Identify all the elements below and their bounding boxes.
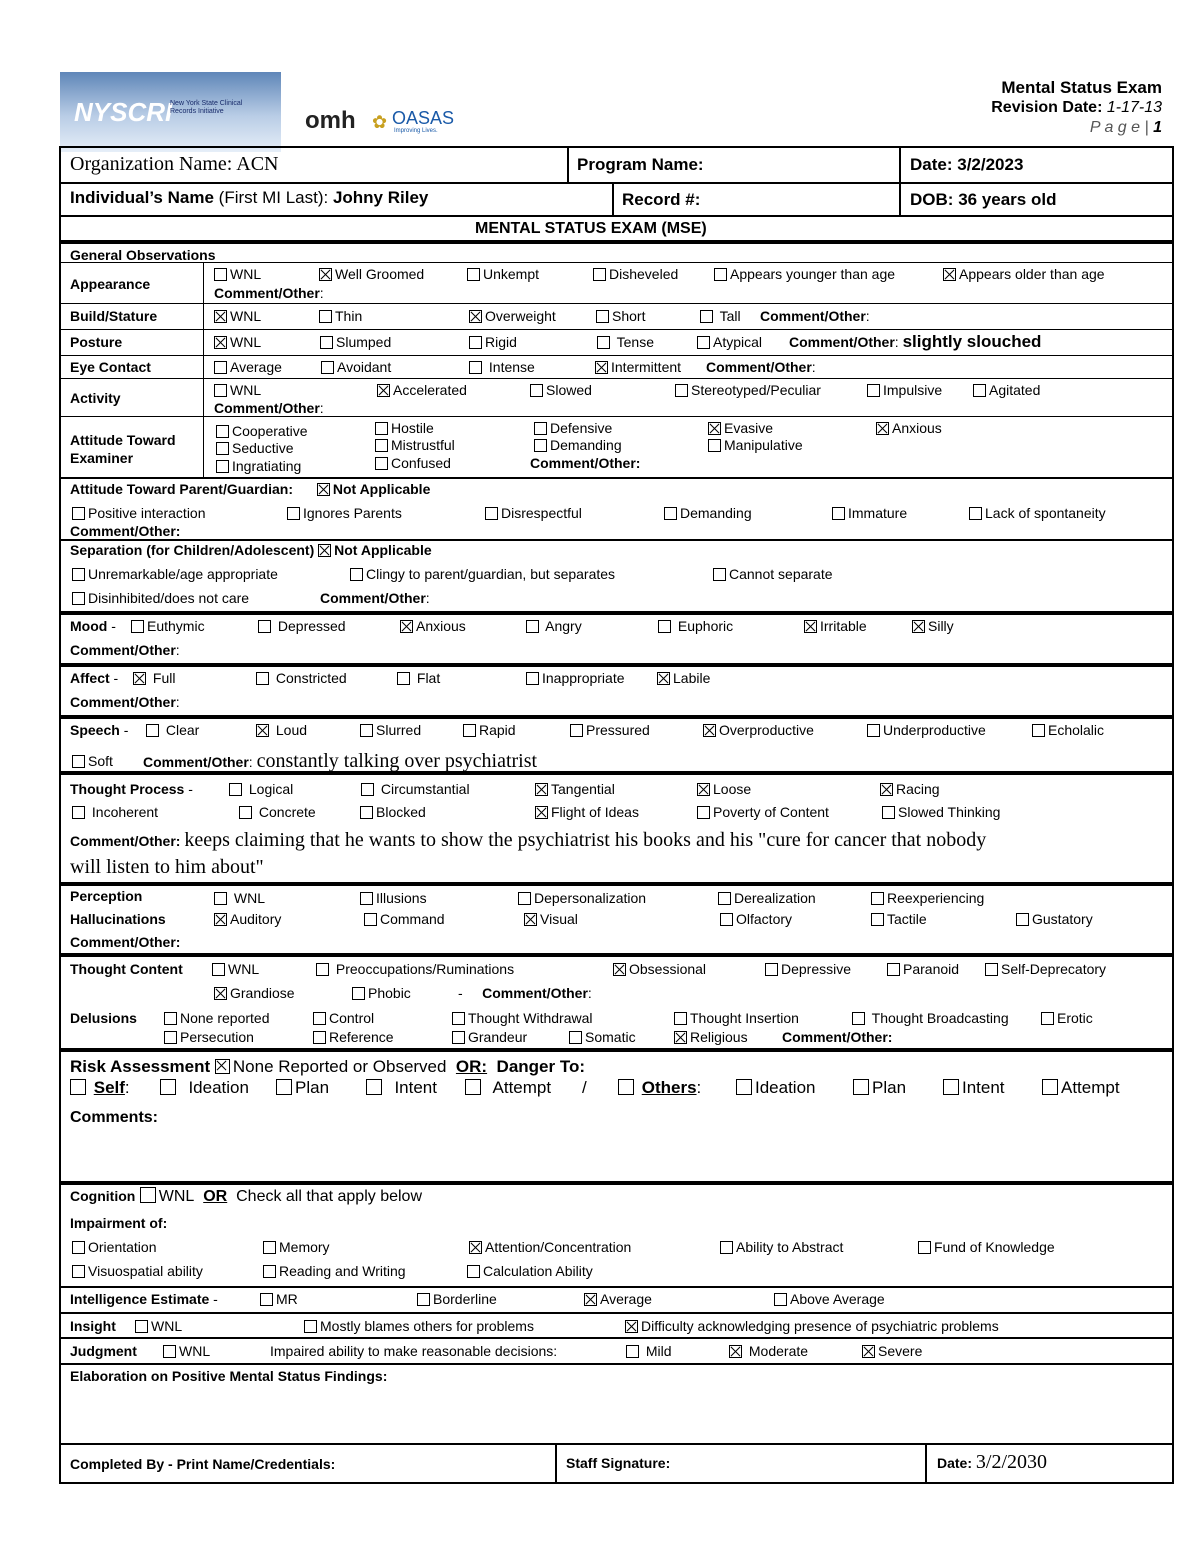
dob-field: DOB: 36 years old bbox=[910, 190, 1057, 209]
risk-self-ideation[interactable]: Ideation bbox=[160, 1078, 249, 1097]
activity-label: Activity bbox=[70, 390, 121, 406]
revision-date: Revision Date: 1-17-13 bbox=[991, 99, 1162, 116]
judgment-moderate[interactable]: Moderate bbox=[729, 1343, 808, 1359]
mood-irritable[interactable]: Irritable bbox=[804, 618, 867, 634]
date-field: Date: 3/2/2023 bbox=[910, 155, 1024, 174]
cog-reading-writing[interactable]: Reading and Writing bbox=[263, 1263, 406, 1279]
perc-olfactory[interactable]: Olfactory bbox=[720, 911, 792, 927]
risk-others-attempt[interactable]: Attempt bbox=[1042, 1078, 1120, 1097]
tc-wnl[interactable]: WNL bbox=[212, 961, 259, 977]
del-persecution[interactable]: Persecution bbox=[164, 1029, 254, 1045]
del-grandeur[interactable]: Grandeur bbox=[452, 1029, 527, 1045]
del-comment[interactable]: Comment/Other: bbox=[782, 1029, 893, 1045]
risk-others-ideation[interactable]: Ideation bbox=[736, 1078, 816, 1097]
perc-auditory[interactable]: Auditory bbox=[214, 911, 281, 927]
perc-reexperiencing[interactable]: Reexperiencing bbox=[871, 890, 984, 906]
judgment-wnl[interactable]: WNL bbox=[163, 1343, 210, 1359]
intel-above-average[interactable]: Above Average bbox=[774, 1291, 885, 1307]
program-name: Program Name: bbox=[577, 155, 704, 174]
attitude-label: Attitude Toward Examiner bbox=[70, 432, 176, 466]
del-broadcasting[interactable]: Thought Broadcasting bbox=[852, 1010, 1009, 1026]
intel-borderline[interactable]: Borderline bbox=[417, 1291, 497, 1307]
tp-poverty[interactable]: Poverty of Content bbox=[697, 804, 829, 820]
risk-self-row: Self: bbox=[70, 1078, 130, 1097]
mse-title: MENTAL STATUS EXAM (MSE) bbox=[475, 220, 707, 237]
appearance-younger[interactable]: Appears younger than age bbox=[714, 266, 895, 282]
speech-clear[interactable]: Clear bbox=[146, 722, 199, 738]
tp-racing[interactable]: Racing bbox=[880, 781, 940, 797]
judgment-mild[interactable]: Mild bbox=[626, 1343, 672, 1359]
eye-average[interactable]: Average bbox=[214, 359, 282, 375]
perc-depersonalization[interactable]: Depersonalization bbox=[518, 890, 646, 906]
staff-signature[interactable]: Staff Signature: bbox=[566, 1455, 671, 1471]
attitude-ingratiating[interactable]: Ingratiating bbox=[216, 458, 301, 474]
parent-immature[interactable]: Immature bbox=[832, 505, 907, 521]
risk-others-row: Others: bbox=[618, 1078, 701, 1097]
activity-impulsive[interactable]: Impulsive bbox=[867, 382, 942, 398]
build-tall[interactable]: Tall bbox=[700, 308, 741, 324]
speech-rapid[interactable]: Rapid bbox=[463, 722, 516, 738]
appearance-well-groomed[interactable]: Well Groomed bbox=[319, 266, 424, 282]
parent-disrespectful[interactable]: Disrespectful bbox=[485, 505, 582, 521]
hallucinations-label: Hallucinations bbox=[70, 911, 166, 927]
posture-slumped[interactable]: Slumped bbox=[320, 334, 391, 350]
build-wnl[interactable]: WNL bbox=[214, 308, 261, 324]
separation-cannot[interactable]: Cannot separate bbox=[713, 566, 833, 582]
risk-others-plan[interactable]: Plan bbox=[853, 1078, 906, 1097]
footer-date[interactable]: Date: 3/2/2030 bbox=[937, 1451, 1048, 1473]
speech-pressured[interactable]: Pressured bbox=[570, 722, 650, 738]
speech-soft[interactable]: Soft bbox=[72, 753, 113, 769]
speech-comment[interactable]: Comment/Other: constantly talking over psychiatrist bbox=[143, 750, 538, 772]
tp-tangential[interactable]: Tangential bbox=[535, 781, 615, 797]
record-number: Record #: bbox=[622, 190, 701, 209]
attitude-confused[interactable]: Confused bbox=[375, 455, 451, 471]
affect-inappropriate[interactable]: Inappropriate bbox=[526, 670, 625, 686]
perc-visual[interactable]: Visual bbox=[524, 911, 578, 927]
perception-label: Perception bbox=[70, 888, 143, 904]
parent-comment[interactable]: Comment/Other: bbox=[70, 523, 181, 539]
mood-silly[interactable]: Silly bbox=[912, 618, 954, 634]
speech-row: Speech - bbox=[70, 722, 129, 738]
perception-comment[interactable]: Comment/Other: bbox=[70, 934, 181, 950]
speech-underproductive[interactable]: Underproductive bbox=[867, 722, 986, 738]
elaboration-label[interactable]: Elaboration on Positive Mental Status Findings: bbox=[70, 1368, 388, 1384]
page-number: P a g e | 1 bbox=[1089, 119, 1162, 136]
affect-flat[interactable]: Flat bbox=[397, 670, 440, 686]
tp-flight-ideas[interactable]: Flight of Ideas bbox=[535, 804, 639, 820]
risk-slash: / bbox=[582, 1078, 587, 1097]
speech-echolalic[interactable]: Echolalic bbox=[1032, 722, 1104, 738]
organization-name: Organization Name: ACN bbox=[70, 153, 279, 175]
posture-label: Posture bbox=[70, 334, 123, 350]
affect-row: Affect - bbox=[70, 670, 119, 686]
cog-attention[interactable]: Attention/Concentration bbox=[469, 1239, 631, 1255]
insight-difficulty[interactable]: Difficulty acknowledging presence of psychiatric problems bbox=[625, 1318, 999, 1334]
judgment-impaired: Impaired ability to make reasonable decisions: bbox=[270, 1343, 558, 1359]
tc-self-deprecatory[interactable]: Self-Deprecatory bbox=[985, 961, 1106, 977]
speech-loud[interactable]: Loud bbox=[256, 722, 307, 738]
tp-loose[interactable]: Loose bbox=[697, 781, 751, 797]
tp-logical[interactable]: Logical bbox=[229, 781, 293, 797]
attitude-manipulative[interactable]: Manipulative bbox=[708, 437, 803, 453]
thought-process-row: Thought Process - bbox=[70, 781, 193, 797]
tp-slowed[interactable]: Slowed Thinking bbox=[882, 804, 1000, 820]
parent-ignores[interactable]: Ignores Parents bbox=[287, 505, 402, 521]
tp-circumstantial[interactable]: Circumstantial bbox=[361, 781, 470, 797]
tc-obsessional[interactable]: Obsessional bbox=[613, 961, 706, 977]
activity-stereotyped[interactable]: Stereotyped/Peculiar bbox=[675, 382, 821, 398]
mood-euphoric[interactable]: Euphoric bbox=[658, 618, 733, 634]
parent-lack-spontaneity[interactable]: Lack of spontaneity bbox=[969, 505, 1106, 521]
build-comment[interactable]: Comment/Other: bbox=[760, 308, 870, 324]
build-label: Build/Stature bbox=[70, 308, 158, 324]
insight-blames[interactable]: Mostly blames others for problems bbox=[304, 1318, 534, 1334]
affect-full[interactable]: Full bbox=[133, 670, 175, 686]
attitude-evasive[interactable]: Evasive bbox=[708, 420, 773, 436]
judgment-label: Judgment bbox=[70, 1343, 137, 1359]
tp-incoherent[interactable]: Incoherent bbox=[72, 804, 158, 820]
parent-label: Attitude Toward Parent/Guardian: Not Applicable bbox=[70, 481, 431, 497]
eye-contact-label: Eye Contact bbox=[70, 359, 151, 375]
intelligence-row: Intelligence Estimate - bbox=[70, 1291, 218, 1307]
risk-self-intent[interactable]: Intent bbox=[366, 1078, 437, 1097]
eye-intense[interactable]: Intense bbox=[469, 359, 535, 375]
risk-row: Risk Assessment None Reported or Observed OR: Danger To: bbox=[70, 1057, 586, 1076]
attitude-comment[interactable]: Comment/Other: bbox=[530, 455, 641, 471]
intel-mr[interactable]: MR bbox=[260, 1291, 298, 1307]
tc-grandiose[interactable]: Grandiose bbox=[214, 985, 295, 1001]
del-religious[interactable]: Religious bbox=[674, 1029, 748, 1045]
perc-gustatory[interactable]: Gustatory bbox=[1016, 911, 1093, 927]
cognition-row: Cognition WNL OR Check all that apply below bbox=[70, 1188, 422, 1205]
delusions-label: Delusions bbox=[70, 1010, 137, 1026]
tp-comment-line2: will listen to him about" bbox=[70, 856, 264, 878]
posture-comment[interactable]: Comment/Other: slightly slouched bbox=[789, 332, 1042, 351]
speech-overproductive[interactable]: Overproductive bbox=[703, 722, 814, 738]
del-erotic[interactable]: Erotic bbox=[1041, 1010, 1093, 1026]
judgment-severe[interactable]: Severe bbox=[862, 1343, 922, 1359]
activity-accelerated[interactable]: Accelerated bbox=[377, 382, 467, 398]
appearance-wnl[interactable]: WNL bbox=[214, 266, 261, 282]
appearance-older[interactable]: Appears older than age bbox=[943, 266, 1105, 282]
insight-label: Insight bbox=[70, 1318, 116, 1334]
tc-phobic[interactable]: Phobic bbox=[352, 985, 411, 1001]
activity-wnl[interactable]: WNL bbox=[214, 382, 261, 398]
parent-demanding[interactable]: Demanding bbox=[664, 505, 752, 521]
eye-comment[interactable]: Comment/Other: bbox=[706, 359, 816, 375]
tc-preoccupations[interactable]: Preoccupations/Ruminations bbox=[316, 961, 514, 977]
attitude-seductive[interactable]: Seductive bbox=[216, 440, 293, 456]
separation-comment[interactable]: Comment/Other: bbox=[320, 590, 430, 606]
intel-average[interactable]: Average bbox=[584, 1291, 652, 1307]
cog-memory[interactable]: Memory bbox=[263, 1239, 330, 1255]
tp-concrete[interactable]: Concrete bbox=[239, 804, 316, 820]
perc-wnl[interactable]: WNL bbox=[214, 890, 265, 906]
attitude-cooperative[interactable]: Cooperative bbox=[216, 423, 308, 439]
posture-tense[interactable]: Tense bbox=[597, 334, 654, 350]
mood-row: Mood - bbox=[70, 618, 116, 634]
risk-self-attempt[interactable]: Attempt bbox=[465, 1078, 551, 1097]
cog-fund-knowledge[interactable]: Fund of Knowledge bbox=[918, 1239, 1055, 1255]
eye-intermittent[interactable]: Intermittent bbox=[595, 359, 681, 375]
affect-constricted[interactable]: Constricted bbox=[256, 670, 347, 686]
perc-derealization[interactable]: Derealization bbox=[718, 890, 816, 906]
build-thin[interactable]: Thin bbox=[319, 308, 362, 324]
mood-anxious[interactable]: Anxious bbox=[400, 618, 466, 634]
appearance-comment[interactable]: Comment/Other: bbox=[214, 285, 324, 301]
attitude-defensive[interactable]: Defensive bbox=[534, 420, 612, 436]
completed-by[interactable]: Completed By - Print Name/Credentials: bbox=[70, 1456, 336, 1472]
individual-name: Individual’s Name (First MI Last): Johny Riley bbox=[70, 188, 429, 207]
insight-wnl[interactable]: WNL bbox=[135, 1318, 182, 1334]
build-short[interactable]: Short bbox=[596, 308, 645, 324]
parent-positive[interactable]: Positive interaction bbox=[72, 505, 206, 521]
mood-depressed[interactable]: Depressed bbox=[258, 618, 346, 634]
tc-paranoid[interactable]: Paranoid bbox=[887, 961, 959, 977]
separation-disinhibited[interactable]: Disinhibited/does not care bbox=[72, 590, 249, 606]
speech-slurred[interactable]: Slurred bbox=[360, 722, 421, 738]
mood-comment[interactable]: Comment/Other: bbox=[70, 642, 180, 658]
perc-tactile[interactable]: Tactile bbox=[871, 911, 927, 927]
del-insertion[interactable]: Thought Insertion bbox=[674, 1010, 799, 1026]
appearance-unkempt[interactable]: Unkempt bbox=[467, 266, 539, 282]
del-reference[interactable]: Reference bbox=[313, 1029, 394, 1045]
appearance-label: Appearance bbox=[70, 276, 151, 292]
mood-angry[interactable]: Angry bbox=[526, 618, 582, 634]
appearance-disheveled[interactable]: Disheveled bbox=[593, 266, 678, 282]
cog-orientation[interactable]: Orientation bbox=[72, 1239, 156, 1255]
activity-comment[interactable]: Comment/Other: bbox=[214, 400, 324, 416]
perc-illusions[interactable]: Illusions bbox=[360, 890, 427, 906]
tp-blocked[interactable]: Blocked bbox=[360, 804, 426, 820]
separation-clingy[interactable]: Clingy to parent/guardian, but separates bbox=[350, 566, 615, 582]
attitude-hostile[interactable]: Hostile bbox=[375, 420, 434, 436]
affect-comment[interactable]: Comment/Other: bbox=[70, 694, 180, 710]
nyscri-logo: NYSCRI New York State Clinical Records Initiative bbox=[60, 72, 281, 152]
risk-self-plan[interactable]: Plan bbox=[276, 1078, 329, 1097]
del-none[interactable]: None reported bbox=[164, 1010, 270, 1026]
separation-unremarkable[interactable]: Unremarkable/age appropriate bbox=[72, 566, 278, 582]
thought-content-label: Thought Content bbox=[70, 961, 183, 977]
tp-comment[interactable]: Comment/Other: keeps claiming that he wants to show the psychiatrist his books and his "cure for cancer that nobody bbox=[70, 829, 987, 851]
posture-rigid[interactable]: Rigid bbox=[469, 334, 517, 350]
posture-atypical[interactable]: Atypical bbox=[697, 334, 762, 350]
activity-agitated[interactable]: Agitated bbox=[973, 382, 1040, 398]
mood-euthymic[interactable]: Euthymic bbox=[131, 618, 205, 634]
posture-wnl[interactable]: WNL bbox=[214, 334, 261, 350]
general-observations: General Observations bbox=[70, 247, 216, 263]
attitude-mistrustful[interactable]: Mistrustful bbox=[375, 437, 455, 453]
del-withdrawal[interactable]: Thought Withdrawal bbox=[452, 1010, 593, 1026]
risk-others-intent[interactable]: Intent bbox=[943, 1078, 1005, 1097]
impairment-label: Impairment of: bbox=[70, 1215, 168, 1231]
del-control[interactable]: Control bbox=[313, 1010, 374, 1026]
tc-comment[interactable]: - Comment/Other: bbox=[458, 985, 592, 1001]
separation-label: Separation (for Children/Adolescent) Not Applicable bbox=[70, 542, 432, 558]
affect-labile[interactable]: Labile bbox=[657, 670, 710, 686]
attitude-demanding[interactable]: Demanding bbox=[534, 437, 622, 453]
form-title: Mental Status Exam bbox=[1001, 78, 1162, 97]
activity-slowed[interactable]: Slowed bbox=[530, 382, 592, 398]
perc-command[interactable]: Command bbox=[364, 911, 445, 927]
cog-visuospatial[interactable]: Visuospatial ability bbox=[72, 1263, 203, 1279]
cog-abstract[interactable]: Ability to Abstract bbox=[720, 1239, 843, 1255]
cog-calculation[interactable]: Calculation Ability bbox=[467, 1263, 593, 1279]
eye-avoidant[interactable]: Avoidant bbox=[321, 359, 391, 375]
build-overweight[interactable]: Overweight bbox=[469, 308, 556, 324]
del-somatic[interactable]: Somatic bbox=[569, 1029, 636, 1045]
risk-comments[interactable]: Comments: bbox=[70, 1109, 159, 1126]
attitude-anxious[interactable]: Anxious bbox=[876, 420, 942, 436]
tc-depressive[interactable]: Depressive bbox=[765, 961, 851, 977]
